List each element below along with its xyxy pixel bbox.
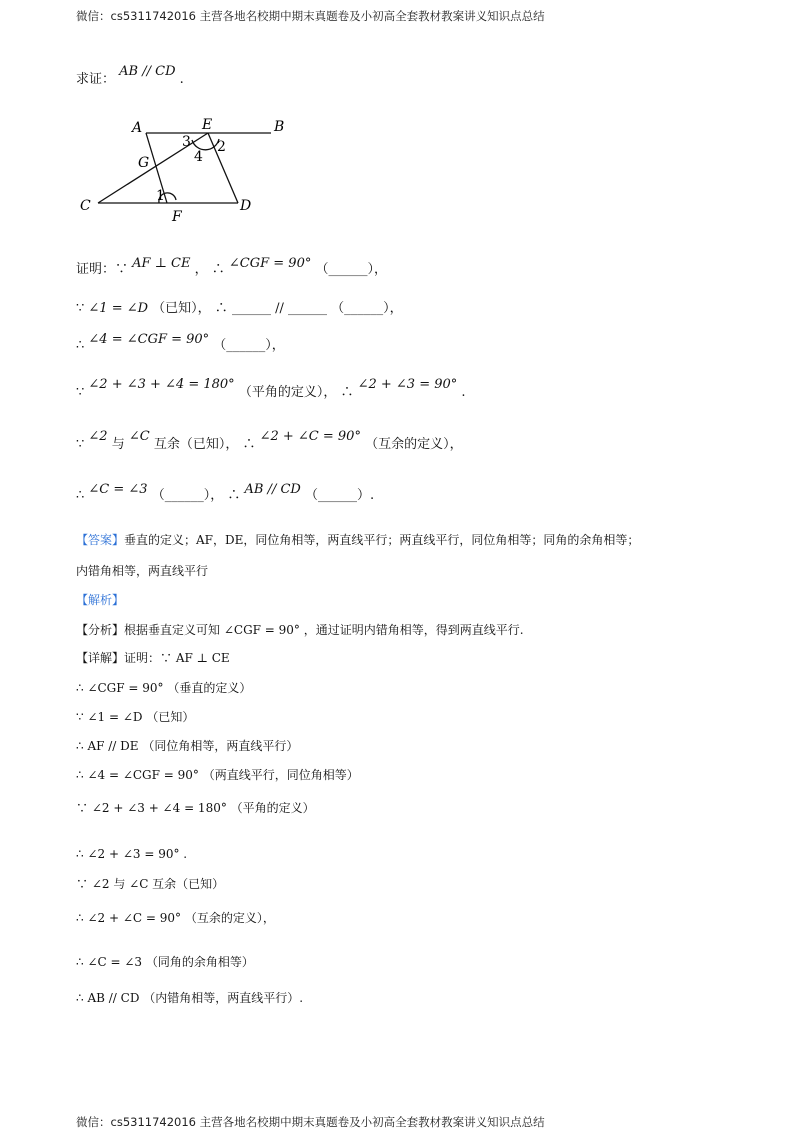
proof-text: （______）， ∴ [147, 488, 245, 503]
proof-text: （已知）， ∴ ______ // ______ （______）， [148, 301, 403, 316]
prove-end: . [179, 72, 184, 87]
detail-text: ∴ ∠4 = ∠CGF = 90° （两直线平行，同位角相等） [76, 768, 359, 782]
proof-line-5 [76, 429, 463, 453]
proof-math: ∠C [128, 429, 150, 444]
proof-line-6 [76, 482, 375, 504]
label-b: B [274, 119, 285, 135]
detail-line-0 [76, 650, 230, 666]
angle-label-3: 3 [182, 134, 191, 150]
detail-line-2 [76, 709, 194, 725]
detail-text: ∴ ∠CGF = 90° （垂直的定义） [76, 681, 252, 695]
proof-text: （______）， [311, 262, 387, 277]
detail-text: ∴ AF // DE （同位角相等，两直线平行） [76, 739, 299, 753]
fenxi-line [76, 622, 524, 638]
proof-math: AB // CD [244, 482, 301, 497]
proof-text: ∵ [76, 301, 89, 316]
detail-line-5 [76, 800, 315, 816]
page-footer: 微信：cs5311742016 主营各地名校期中期末真题卷及小初高全套教材教案讲义知识点总结 [76, 1115, 545, 1129]
detail-line-6 [76, 846, 187, 862]
detail-text: ∴ ∠2 + ∠C = 90° （互余的定义）， [76, 911, 275, 925]
proof-text: . [457, 385, 466, 400]
angle-label-4: 4 [194, 149, 203, 165]
prove-expression: AB // CD [119, 64, 176, 79]
answer-line-2 [76, 563, 208, 579]
detail-text: ∵ ∠1 = ∠D （已知） [76, 710, 195, 724]
proof-text: （______）， [209, 338, 285, 353]
detail-text: ∵ ∠2 + ∠3 + ∠4 = 180° （平角的定义） [76, 801, 315, 815]
detail-line-9 [76, 954, 254, 970]
proof-math: ∠2 + ∠3 = 90° [357, 377, 458, 392]
proof-text: 证明：∵ [76, 262, 133, 277]
label-a: A [132, 120, 143, 136]
angle-label-1: 1 [156, 188, 165, 204]
fenxi-text: 根据垂直定义可知 ∠CGF = 90° ，通过证明内错角相等，得到两直线平行. [124, 623, 524, 637]
proof-line-3 [76, 332, 285, 354]
prove-label: 求证： [76, 72, 116, 87]
segment-ce [98, 133, 208, 203]
detail-text: ∴ ∠2 + ∠3 = 90° . [76, 847, 188, 861]
proof-math: ∠CGF = 90° [228, 256, 312, 271]
proof-line-1 [76, 256, 387, 278]
page-header: 微信：cs5311742016 主营各地名校期中期末真题卷及小初高全套教材教案讲义知识点总结 [76, 9, 545, 23]
label-d: D [240, 198, 252, 214]
analysis-heading [76, 592, 124, 608]
proof-math: ∠2 [88, 429, 108, 444]
answer-line-1 [76, 532, 639, 548]
detail-text: ∵ ∠2 与 ∠C 互余（已知） [76, 877, 225, 891]
proof-line-4 [76, 377, 466, 401]
detail-text: 证明：∵ AF ⊥ CE [124, 651, 230, 665]
proof-text: 与 [107, 437, 129, 452]
proof-text: ∵ [76, 385, 89, 400]
proof-math: ∠1 = ∠D [88, 301, 149, 316]
proof-text: ∴ [76, 338, 89, 353]
fenxi-tag: 【分析】 [76, 623, 125, 637]
detail-text: ∴ ∠C = ∠3 （同角的余角相等） [76, 955, 254, 969]
label-g: G [138, 155, 150, 171]
proof-text: ∴ [76, 488, 89, 503]
detail-line-3 [76, 738, 298, 754]
analysis-tag: 【解析】 [76, 593, 125, 607]
answer-text: 垂直的定义；AF，DE，同位角相等，两直线平行；两直线平行，同位角相等；同角的余角相等； [124, 533, 640, 547]
proof-line-2 [76, 301, 403, 317]
proof-math: ∠2 + ∠3 + ∠4 = 180° [88, 377, 235, 392]
label-e: E [202, 117, 213, 133]
answer-tag: 【答案】 [76, 533, 125, 547]
proof-math: ∠2 + ∠C = 90° [259, 429, 361, 444]
proof-text: （互余的定义）， [360, 437, 463, 452]
detail-line-7 [76, 876, 224, 892]
proof-text: 互余（已知）， ∴ [149, 437, 260, 452]
answer-text-2: 内错角相等，两直线平行 [76, 564, 209, 578]
label-c: C [80, 198, 91, 214]
detail-line-8 [76, 910, 275, 926]
proof-math: ∠C = ∠3 [88, 482, 148, 497]
proof-text: ， ∴ [190, 262, 229, 277]
detail-line-10 [76, 990, 303, 1006]
detail-tag: 【详解】 [76, 651, 125, 665]
proof-text: ∵ [76, 437, 89, 452]
proof-math: ∠4 = ∠CGF = 90° [88, 332, 210, 347]
proof-text: （平角的定义）， ∴ [234, 385, 358, 400]
detail-text: ∴ AB // CD （内错角相等，两直线平行）. [76, 991, 304, 1005]
proof-math: AF ⊥ CE [132, 256, 191, 271]
geometry-figure [76, 112, 306, 232]
prove-line [76, 64, 184, 88]
label-f: F [172, 209, 182, 225]
angle-label-2: 2 [217, 139, 226, 155]
proof-text: （______）. [300, 488, 375, 503]
detail-line-1 [76, 680, 251, 696]
detail-line-4 [76, 767, 359, 783]
